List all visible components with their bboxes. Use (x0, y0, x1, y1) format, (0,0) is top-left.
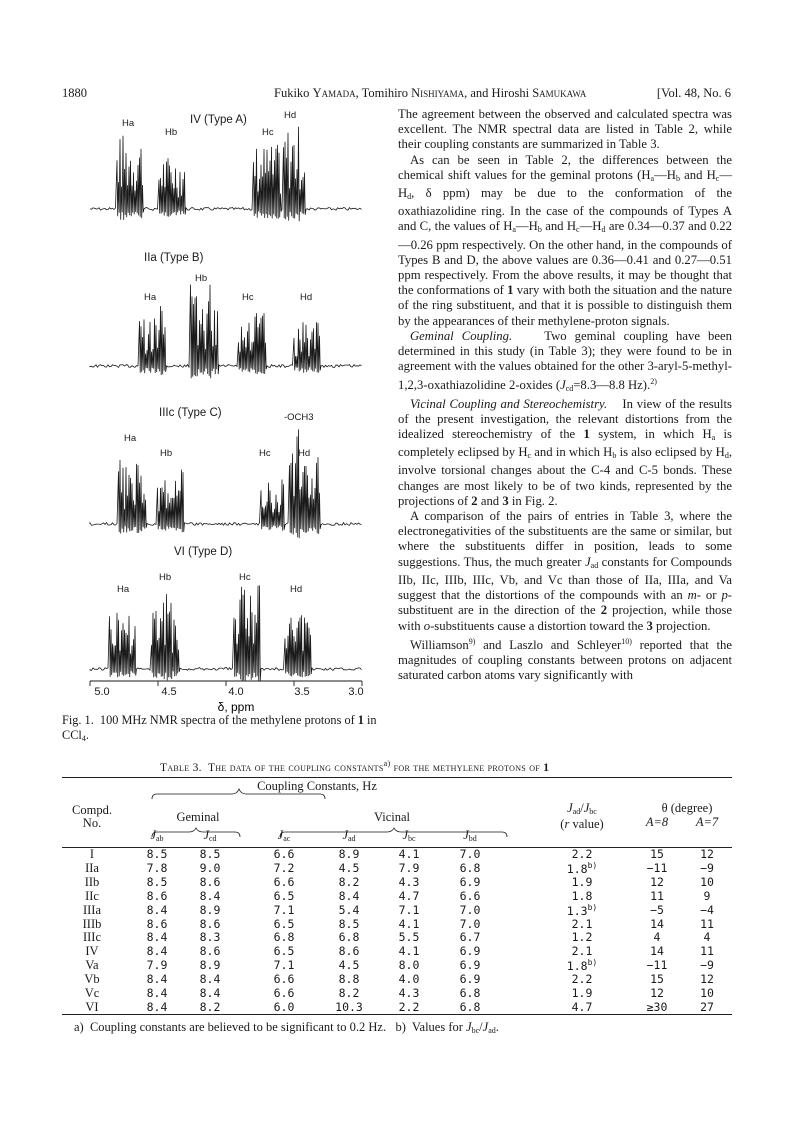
table-cell: 11 (700, 916, 714, 931)
axis-tick-label: 4.0 (228, 686, 244, 698)
table-cell: 8.4 (199, 972, 221, 987)
peak-label-ha: Ha (144, 292, 157, 303)
peak-label-ha: Ha (117, 584, 130, 595)
table-cell: 1.8$^{b)}$ (566, 860, 598, 876)
theta-header: θ (degree) (661, 801, 713, 815)
table-cell: 6.9 (459, 958, 481, 973)
table-cell: 6.0 (273, 999, 295, 1014)
table-cell: 6.6 (273, 972, 295, 987)
table-cell: 10.3 (335, 999, 363, 1014)
table-cell: −9 (700, 958, 714, 973)
table-cell: 8.2 (199, 999, 221, 1014)
compound-id: VI (85, 999, 99, 1014)
compound-id: Va (85, 958, 99, 973)
peak-label-hd: Hd (298, 448, 311, 459)
volume-info: [Vol. 48, No. 6 (656, 86, 731, 100)
author-line: Fukiko Yamada, Tomihiro Nishiyama, and Hiroshi Samukawa (274, 86, 587, 100)
ratio-header: $J_{ad}/J_{bc}$ (r value) (560, 801, 604, 831)
table-cell: 4.1 (398, 944, 420, 959)
column-header: $J_{ab}$ (150, 828, 164, 843)
table-cell: 6.8 (273, 930, 295, 945)
column-header: $J_{cd}$ (203, 828, 217, 843)
table-cell: 7.2 (273, 860, 295, 875)
table-cell: 12 (700, 972, 714, 987)
table-cell: 8.8 (338, 972, 360, 987)
table-cell: 8.4 (199, 888, 221, 903)
table-cell: 27 (700, 999, 714, 1014)
compound-id: IIa (85, 860, 99, 875)
table-cell: 6.5 (273, 916, 295, 931)
table-cell: 2.2 (398, 999, 420, 1014)
table-cell: −11 (646, 860, 668, 875)
compound-id: IIb (84, 874, 100, 889)
table-cell: 12 (700, 847, 714, 861)
section-head-geminal: Geminal Coupling. (410, 328, 513, 343)
table-cell: 4.1 (398, 916, 420, 931)
table-cell: 6.8 (459, 999, 481, 1014)
table-cell: 2.1 (571, 916, 593, 931)
column-header: $J_{bd}$ (463, 828, 477, 843)
compound-id: IIIa (82, 902, 102, 917)
table-cell: 8.4 (146, 902, 168, 917)
compound-id: IIIb (82, 916, 102, 931)
table-cell: 7.1 (398, 902, 420, 917)
table-cell: 4.5 (338, 860, 360, 875)
group-header: Coupling Constants, Hz (257, 779, 377, 793)
table-cell: 6.9 (459, 944, 481, 959)
table-cell: 14 (650, 944, 664, 959)
table-cell: 4.7 (398, 888, 420, 903)
compound-id: Vc (84, 986, 100, 1000)
figure-caption: Fig. 1. 100 MHz NMR spectra of the methylene protons of 1 in CCl$_4$. (62, 713, 377, 743)
spectrum-title-vi: VI (Type D) (174, 546, 233, 558)
paragraph: A comparison of the pairs of entries in Table 3, where the electronegativities of the substituents are the same or similar, but where the substituents differ in position, leads to some suggestions. Thus, the much greater $J_{ad}$ constants for Compounds IIb, IIc, IIIb, IIIc, Vb, and Vc than those of IIa, IIIa, and Va suggest that the distortions of the compounds with an m- or p-substituent are in the direction of the 2 projection, while those with o-substituents cause a distortion toward the 3 projection. (398, 509, 733, 633)
paragraph: The agreement between the observed and calculated spectra was excellent. The NMR spectral data are listed in Table 2, while their coupling constants are summarized in Table 3. (398, 107, 732, 152)
table-cell: 8.0 (398, 958, 420, 973)
theta-a8: A=8 (645, 815, 669, 829)
paragraph: As can be seen in Table 2, the differences between the chemical shift values for the geminal protons ($H_a—H_b$ and $H_c—H_d$, δ ppm) may be due to the conformation of the oxathiazolidine ring. In the case of the compounds of Types A and C, the values of $H_a—H_b$ and $H_c—H_d$ are 0.34—0.37 and 0.22—0.26 ppm respectively. On the other hand, in the compounds of Types B and D, the above values are 0.36—0.41 and 0.27—0.51 ppm respectively. From the above results, it may be thought that the conformations of 1 vary with both the situation and the nature of the ring substituent, and that it is possible to distinguish them by the appearances of their methylene-proton signals. (398, 152, 732, 328)
table-cell: 4 (653, 930, 661, 945)
table-cell: 2.2 (571, 972, 593, 987)
table-cell: 8.2 (338, 986, 360, 1000)
table-cell: 8.4 (199, 986, 221, 1000)
compd-header: Compd. No. (72, 803, 112, 830)
table-cell: 7.0 (459, 916, 481, 931)
spectrum-trace-iiic (90, 429, 362, 538)
table-cell: 8.6 (199, 944, 221, 959)
table-cell: 1.8$^{b)}$ (566, 958, 598, 974)
table-cell: 1.9 (571, 874, 593, 889)
theta-a7: A=7 (695, 815, 719, 829)
compound-id: Vb (84, 972, 100, 987)
table-title: Table 3. The data of the coupling constants$^{a)}$ for the methylene protons of 1 (160, 759, 550, 774)
table-cell: 7.1 (273, 958, 295, 973)
table-cell: 8.5 (338, 916, 360, 931)
ppm-axis (90, 681, 362, 686)
running-header (62, 86, 731, 104)
table-cell: 5.4 (338, 902, 360, 917)
table-cell: 6.8 (459, 986, 481, 1000)
table-cell: 7.1 (273, 902, 295, 917)
spectrum-trace-iv (90, 127, 362, 222)
peak-label-hb: Hb (159, 572, 172, 583)
compound-id: I (89, 847, 95, 861)
table-cell: 11 (700, 944, 714, 959)
table-cell: 2.1 (571, 944, 593, 959)
spectrum-title-iv: IV (Type A) (190, 114, 247, 126)
axis-tick-label: 3.0 (348, 686, 364, 698)
column-header: $J_{bc}$ (402, 828, 416, 843)
body-text-column (398, 107, 732, 683)
table-cell: 8.4 (146, 999, 168, 1014)
vicinal-header: Vicinal (373, 810, 411, 824)
table-cell: 6.9 (459, 972, 481, 987)
table-cell: 6.8 (459, 860, 481, 875)
table-cell: 4 (703, 930, 711, 945)
table-cell: 1.3$^{b)}$ (566, 902, 598, 918)
table-cell: 6.6 (273, 847, 295, 861)
page-number: 1880 (62, 86, 87, 100)
table-cell: 8.4 (338, 888, 360, 903)
table-cell: 6.7 (459, 930, 481, 945)
table-cell: 8.2 (338, 874, 360, 889)
table-cell: 4.5 (338, 958, 360, 973)
table-cell: 6.8 (338, 930, 360, 945)
table-cell: 8.6 (146, 916, 168, 931)
table-cell: 8.4 (146, 986, 168, 1000)
table-cell: 9 (703, 888, 711, 903)
axis-tick-label: 4.5 (161, 686, 177, 698)
spectrum-title-iia: IIa (Type B) (144, 252, 204, 264)
table-cell: 6.6 (273, 986, 295, 1000)
table-cell: 8.4 (146, 944, 168, 959)
table-cell: 11 (650, 888, 664, 903)
table-cell: 8.4 (146, 972, 168, 987)
table-cell: 4.7 (571, 999, 593, 1014)
column-header: $J_{ac}$ (277, 828, 291, 843)
table-cell: 4.3 (398, 986, 420, 1000)
paragraph: Geminal Coupling. Two geminal coupling have been determined in this study (in Table 3); they were found to be in agreement with the values obtained for the other 3-aryl-5-methyl-1,2,3-oxathiazolidine 2-oxides ($J_{cd}=8.3—8.8$ Hz).$^{2)}$ (398, 328, 732, 394)
table-cell: 1.2 (571, 930, 593, 945)
table-cell: 8.6 (338, 944, 360, 959)
peak-label-hd: Hd (300, 292, 313, 303)
table-cell: 8.5 (199, 847, 221, 861)
table-cell: 8.9 (338, 847, 360, 861)
table-cell: 15 (650, 847, 664, 861)
spectrum-trace-vi (90, 585, 362, 681)
table-cell: 4.1 (398, 847, 420, 861)
table-cell: 8.9 (199, 902, 221, 917)
table-rule-bottom (62, 1014, 732, 1015)
paragraph: Williamson$^{9)}$ and Laszlo and Schleyer$^{10)}$ reported that the magnitudes of coupling constants between protons on adjacent saturated carbon atoms vary significantly with (398, 636, 732, 683)
nmr-spectra-figure (62, 104, 380, 732)
axis-tick-label: 5.0 (94, 686, 110, 698)
table-cell: 12 (650, 874, 664, 889)
table-cell: ≥30 (646, 999, 668, 1014)
table-cell: 1.9 (571, 986, 593, 1000)
table-cell: 8.9 (199, 958, 221, 973)
table-cell: 6.5 (273, 888, 295, 903)
compound-id: IIc (85, 888, 99, 903)
peak-label-ha: Ha (122, 118, 135, 129)
peak-label-hb: Hb (165, 127, 178, 138)
table-cell: 8.5 (146, 874, 168, 889)
table-cell: 7.0 (459, 902, 481, 917)
column-header: $J_{ad}$ (342, 828, 356, 843)
coupling-constants-table (62, 772, 732, 1012)
table-cell: −4 (700, 902, 714, 917)
table-cell: 9.0 (199, 860, 221, 875)
peak-label-hc: Hc (259, 448, 271, 459)
peak-label-hc: Hc (239, 572, 251, 583)
table-cell: 1.8 (571, 888, 593, 903)
table-cell: 6.5 (273, 944, 295, 959)
table-cell: 8.6 (199, 916, 221, 931)
table-cell: 15 (650, 972, 664, 987)
table-cell: 7.9 (146, 958, 168, 973)
table-cell: 4.3 (398, 874, 420, 889)
peak-label-hd: Hd (290, 584, 303, 595)
table-cell: 6.6 (273, 874, 295, 889)
peak-label-ha: Ha (124, 433, 137, 444)
geminal-header: Geminal (176, 810, 220, 824)
table-cell: −11 (646, 958, 668, 973)
peak-label-hc: Hc (242, 292, 254, 303)
table-cell: 7.9 (398, 860, 420, 875)
peak-label-hb: Hb (160, 448, 173, 459)
table-cell: 4.0 (398, 972, 420, 987)
peak-label-och3: -OCH3 (284, 412, 314, 423)
spectrum-trace-iia (90, 285, 362, 379)
peak-label-hb: Hb (195, 273, 208, 284)
table-cell: 7.0 (459, 847, 481, 861)
table-cell: 10 (700, 874, 714, 889)
axis-label: δ, ppm (217, 700, 255, 714)
table-cell: 12 (650, 986, 664, 1000)
table-cell: 8.3 (199, 930, 221, 945)
compound-id: IV (85, 944, 99, 959)
table-cell: 14 (650, 916, 664, 931)
axis-tick-label: 3.5 (294, 686, 310, 698)
paragraph: Vicinal Coupling and Stereochemistry. In view of the results of the present investigation, the relevant distortions from the idealized stereochemistry of the 1 system, in which $H_a$ is completely eclipsed by $H_c$ and in which $H_b$ is also eclipsed by $H_d$, involve torsional changes about the C-4 and C-5 bonds. These changes are most likely to be of two kinds, represented by the projections of 2 and 3 in Fig. 2. (398, 396, 732, 508)
section-head-vicinal: Vicinal Coupling and Stereochemistry. (410, 396, 608, 411)
table-cell: 8.4 (146, 930, 168, 945)
table-cell: 6.6 (459, 888, 481, 903)
table-footnote: a) Coupling constants are believed to be significant to 0.2 Hz. b) Values for $J_{bc}/J_{ad}$. (74, 1020, 499, 1035)
table-cell: −9 (700, 860, 714, 875)
table-cell: 10 (700, 986, 714, 1000)
table-cell: 6.9 (459, 874, 481, 889)
table-cell: 5.5 (398, 930, 420, 945)
table-cell: 7.8 (146, 860, 168, 875)
table-cell: 8.6 (199, 874, 221, 889)
peak-label-hd: Hd (284, 110, 297, 121)
table-cell: 8.6 (146, 888, 168, 903)
peak-label-hc: Hc (262, 127, 274, 138)
table-cell: 8.5 (146, 847, 168, 861)
table-cell: 2.2 (571, 847, 593, 861)
spectrum-title-iiic: IIIc (Type C) (159, 407, 222, 419)
compound-id: IIIc (82, 930, 102, 945)
table-cell: −5 (650, 902, 664, 917)
